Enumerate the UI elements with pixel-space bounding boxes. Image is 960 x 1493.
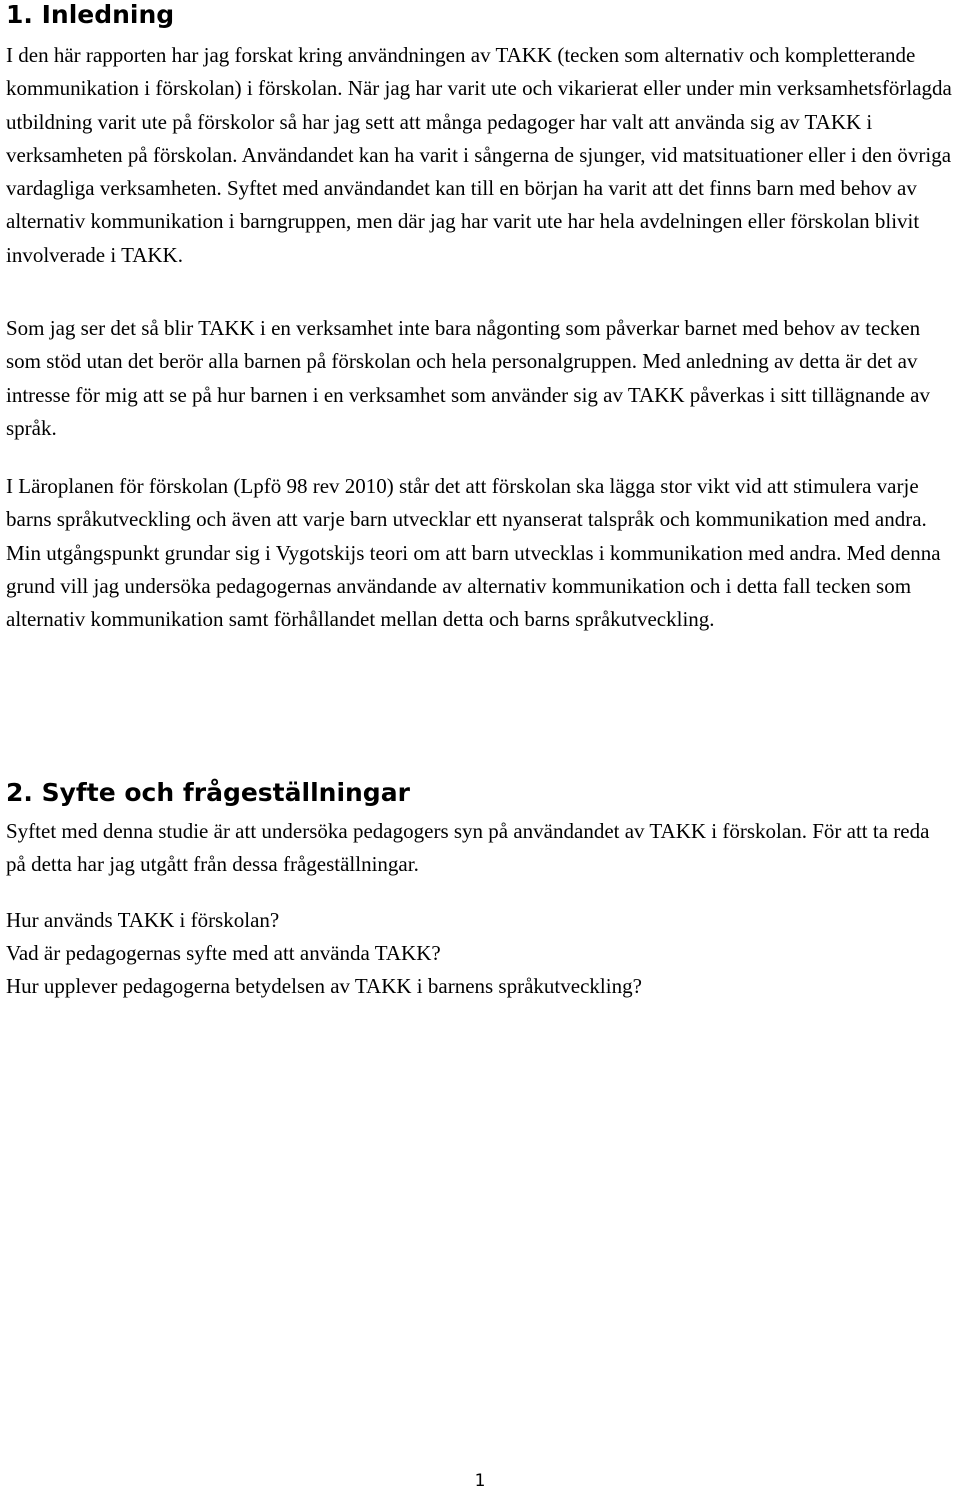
paragraph-takk-impact: Som jag ser det så blir TAKK i en verksamhet inte bara någonting som påverkar barnet med behov av tecken som stöd utan det berör alla barnen på förskolan och hela personalgruppen. Med anledning av detta är det av intresse för mig att se på hur barnen i en verksamhet som använder sig av TAKK påverkas i sitt tillägnande av språk.: [6, 316, 930, 440]
paragraph-curriculum: I Läroplanen för förskolan (Lpfö 98 rev 2010) står det att förskolan ska lägga stor vikt vid att stimulera varje barns språkutveckling och även att varje barn utvecklar ett nyanserat talspråk och kommunikation med andra. Min utgångspunkt grundar sig i Vygotskijs teori om att barn utvecklas i kommunikation med andra. Med denna grund vill jag undersöka pedagogernas användande av alternativ kommunikation och i detta fall tecken som alternativ kommunikation samt förhållandet mellan detta och barns språkutveckling.: [6, 474, 941, 632]
research-question: Hur används TAKK i förskolan?: [6, 908, 280, 932]
section-heading-syfte: 2. Syfte och frågeställningar: [6, 778, 410, 807]
paragraph-purpose: Syftet med denna studie är att undersöka pedagogers syn på användandet av TAKK i förskolan. För att ta reda på detta har jag utgått från dessa frågeställningar.: [6, 819, 930, 877]
paragraph-introduction: I den här rapporten har jag forskat kring användningen av TAKK (tecken som alternativ och kompletterande kommunikation i förskolan) i förskolan. När jag har varit ute och vikarierat eller under min verksamhetsförlagda utbildning varit ute på förskolor så har jag sett att många pedagoger har valt att använda sig av TAKK i verksamheten på förskolan. Användandet kan ha varit i sångerna de sjunger, vid matsituationer eller i den övriga vardagliga verksamheten. Syftet med användandet kan till en början ha varit att det finns barn med behov av alternativ kommunikation i barngruppen, men där jag har varit ute har hela avdelningen eller förskolan blivit involverade i TAKK.: [6, 43, 952, 267]
section-heading-inledning: 1. Inledning: [6, 0, 175, 29]
research-question: Hur upplever pedagogerna betydelsen av TAKK i barnens språkutveckling?: [6, 974, 642, 998]
research-question: Vad är pedagogernas syfte med att använda TAKK?: [6, 941, 441, 965]
page-number: 1: [474, 1471, 486, 1491]
research-questions-list: [6, 904, 954, 1003]
